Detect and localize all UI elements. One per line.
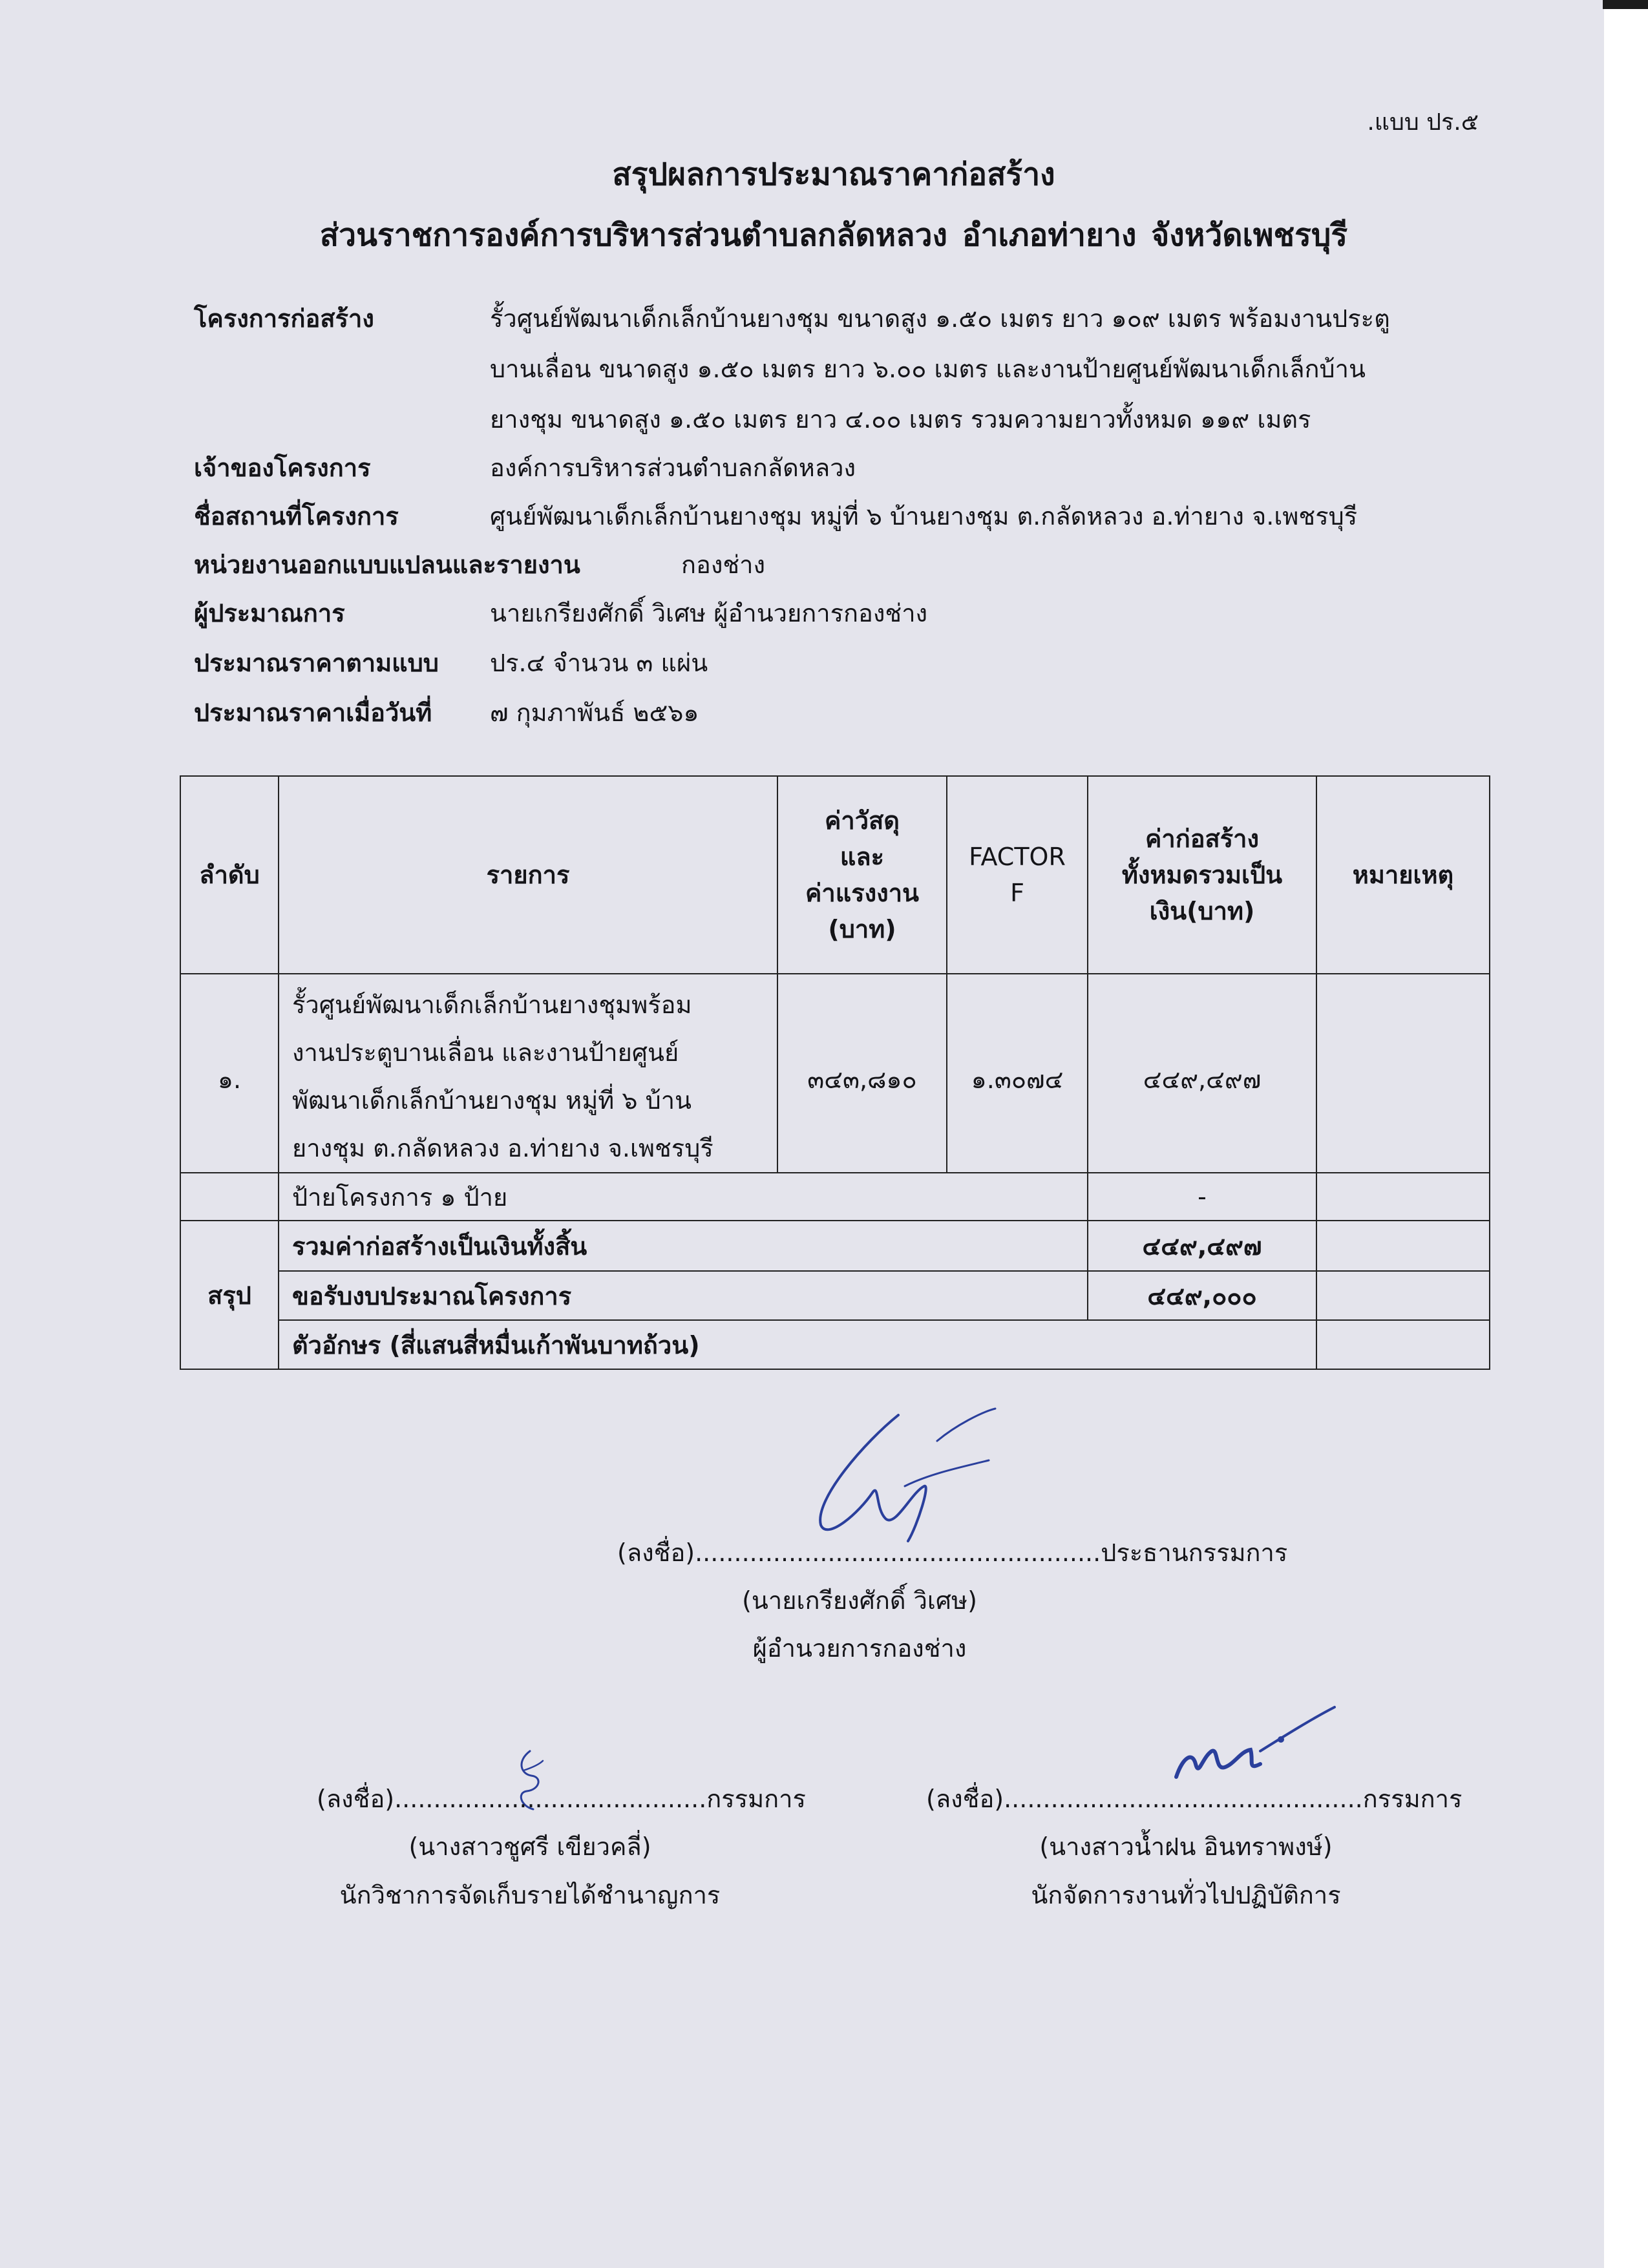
summary-label: สรุป (180, 1221, 279, 1369)
header-remark: หมายเหตุ (1316, 776, 1490, 974)
summary-budget-value: ๔๔๙,๐๐๐ (1088, 1271, 1316, 1320)
project-line-1: รั้วศูนย์พัฒนาเด็กเล็กบ้านยางชุม ขนาดสูง ๑.๕๐ เมตร ยาว ๑๐๙ เมตร พร้อมงานประตู (490, 304, 1390, 333)
row1-material: ๓๔๓,๘๑๐ (777, 974, 947, 1173)
chairman-name: (นายเกรียงศักดิ์ วิเศษ) (742, 1586, 977, 1615)
row1-order: ๑. (180, 974, 279, 1173)
owner-value: องค์การบริหารส่วนตำบลกลัดหลวง (490, 454, 856, 482)
chairman-sign-line: (ลงชื่อ)....................................................ประธานกรรมการ (617, 1538, 1288, 1567)
header-material: ค่าวัสดุ และ ค่าแรงงาน (บาท) (777, 776, 947, 974)
estimator-label: ผู้ประมาณการ (194, 599, 345, 627)
summary-total-row (180, 1221, 1490, 1271)
sign-row-total: - (1088, 1173, 1316, 1221)
design-unit-label: หน่วยงานออกแบบแปลนและรายงาน (194, 551, 580, 579)
location-value: ศูนย์พัฒนาเด็กเล็กบ้านยางชุม หมู่ที่ ๖ บ้านยางชุม ต.กลัดหลวง อ.ท่ายาง จ.เพชรบุรี (490, 502, 1358, 530)
summary-total-value: ๔๔๙,๔๙๗ (1088, 1221, 1316, 1271)
row1-item: รั้วศูนย์พัฒนาเด็กเล็กบ้านยางชุมพร้อม งานประตูบานเลื่อน และงานป้ายศูนย์ พัฒนาเด็กเล็กบ้านยางชุม หมู่ที่ ๖ บ้าน ยางชุม ต.กลัดหลวง อ.ท่ายาง จ.เพชรบุรี (279, 974, 777, 1173)
row1-total: ๔๔๙,๔๙๗ (1088, 974, 1316, 1173)
form-label: ประมาณราคาตามแบบ (194, 649, 439, 677)
table-header-row (180, 776, 1490, 974)
table-row-sign (180, 1173, 1490, 1221)
summary-total-label: รวมค่าก่อสร้างเป็นเงินทั้งสิ้น (279, 1221, 1088, 1271)
project-line-3: ยางชุม ขนาดสูง ๑.๕๐ เมตร ยาว ๔.๐๐ เมตร รวมความยาวทั้งหมด ๑๑๙ เมตร (490, 405, 1311, 434)
header-total: ค่าก่อสร้าง ทั้งหมดรวมเป็น เงิน(บาท) (1088, 776, 1316, 974)
form-code: .แบบ ปร.๕ (1367, 109, 1479, 136)
row1-factor: ๑.๓๐๗๔ (947, 974, 1088, 1173)
member2-name: (นางสาวน้ำฝน อินทราพงษ์) (1039, 1832, 1333, 1861)
chairman-signature-icon (801, 1396, 1008, 1544)
summary-budget-label: ขอรับงบประมาณโครงการ (279, 1271, 1088, 1320)
estimate-table (180, 775, 1490, 1370)
sign-row-item: ป้ายโครงการ ๑ ป้าย (279, 1173, 1088, 1221)
row1-remark (1316, 974, 1490, 1173)
member1-sign-line: (ลงชื่อ)........................................กรรมการ (317, 1785, 806, 1813)
document-title: สรุปผลการประมาณราคาก่อสร้าง (612, 156, 1055, 193)
project-label: โครงการก่อสร้าง (194, 304, 374, 333)
owner-label: เจ้าของโครงการ (194, 454, 371, 482)
header-item: รายการ (279, 776, 777, 974)
table-row (180, 974, 1490, 1173)
document-subtitle: ส่วนราชการองค์การบริหารส่วนตำบลกลัดหลวง อำเภอท่ายาง จังหวัดเพชรบุรี (319, 217, 1348, 253)
member2-sign-line: (ลงชื่อ)..............................................กรรมการ (926, 1785, 1463, 1813)
header-factor: FACTOR F (947, 776, 1088, 974)
summary-words-row (180, 1320, 1490, 1369)
scan-edge (1603, 0, 1648, 9)
date-label: ประมาณราคาเมื่อวันที่ (194, 698, 432, 727)
summary-budget-row (180, 1271, 1490, 1320)
design-unit-value: กองช่าง (681, 551, 766, 579)
member1-name: (นางสาวชูศรี เขียวคลี่) (408, 1832, 651, 1861)
summary-words: ตัวอักษร (สี่แสนสี่หมื่นเก้าพันบาทถ้วน) (279, 1320, 1316, 1369)
date-value: ๗ กุมภาพันธ์ ๒๕๖๑ (490, 698, 699, 727)
member1-position: นักวิชาการจัดเก็บรายได้ชำนาญการ (339, 1881, 721, 1909)
header-order: ลำดับ (180, 776, 279, 974)
location-label: ชื่อสถานที่โครงการ (194, 502, 399, 530)
estimator-value: นายเกรียงศักดิ์ วิเศษ ผู้อำนวยการกองช่าง (490, 599, 928, 627)
member2-position: นักจัดการงานทั่วไปปฏิบัติการ (1031, 1881, 1341, 1909)
chairman-position: ผู้อำนวยการกองช่าง (752, 1634, 967, 1663)
project-line-2: บานเลื่อน ขนาดสูง ๑.๕๐ เมตร ยาว ๖.๐๐ เมตร และงานป้ายศูนย์พัฒนาเด็กเล็กบ้าน (490, 355, 1366, 383)
form-value: ปร.๔ จำนวน ๓ แผ่น (490, 649, 708, 677)
